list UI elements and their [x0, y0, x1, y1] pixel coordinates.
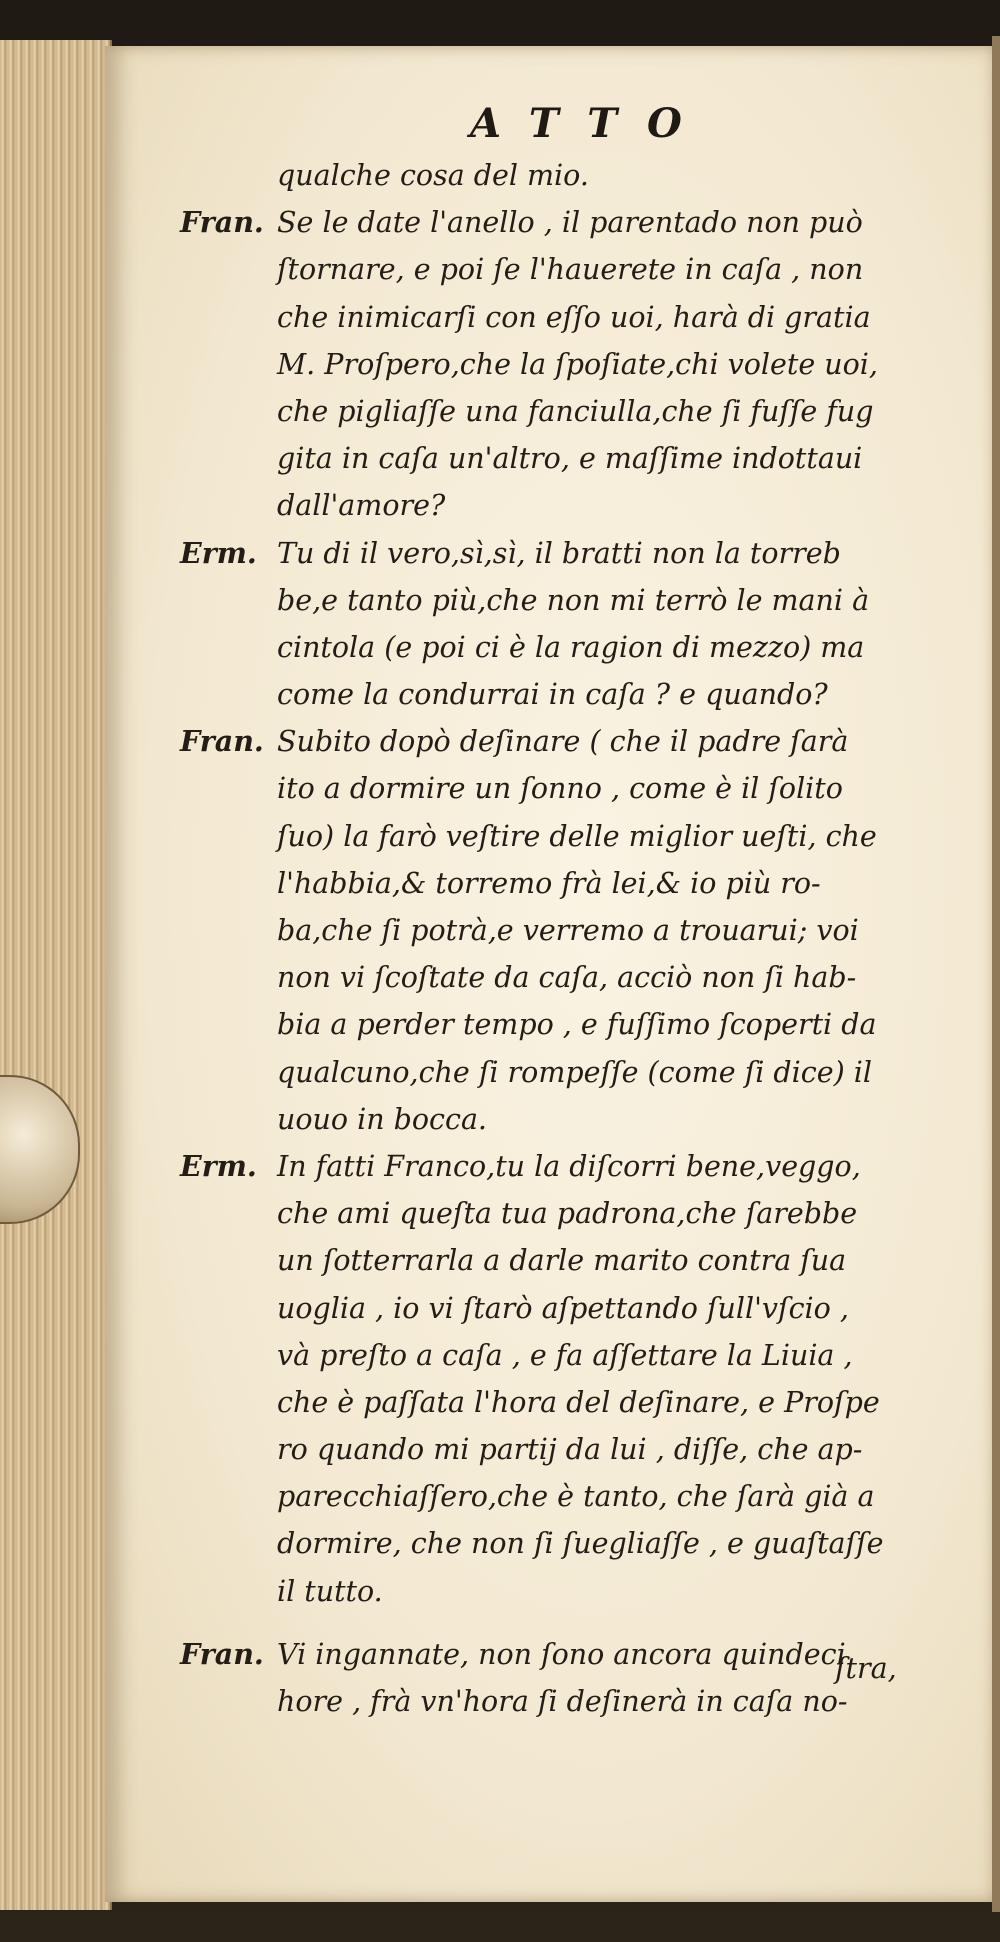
text-line	[180, 1143, 970, 1190]
text-line	[180, 718, 970, 765]
text-line	[180, 1285, 970, 1332]
line-text: Vi ingannate, non ſono ancora quindeci	[277, 1637, 846, 1671]
line-text: non vi ſcoſtate da caſa, acciò non ſi hab-	[277, 961, 857, 995]
line-text: Tu di il vero,sì,sì, il bratti non la torreb	[277, 536, 841, 570]
text-line	[180, 671, 970, 718]
text-line	[180, 1332, 970, 1379]
text-line	[180, 530, 970, 577]
text-line	[180, 435, 970, 482]
speaker-label: Fran.	[180, 205, 264, 240]
text-line	[180, 199, 970, 246]
line-text: dormire, che non ſi ſuegliaſſe , e guaſtaſſe	[277, 1527, 884, 1561]
book-fore-edge	[0, 40, 112, 1910]
line-text: dall'amore?	[277, 489, 446, 523]
line-text: parecchiaſſero,che è tanto, che ſarà già a	[277, 1480, 875, 1514]
line-text: uoglia , io vi ſtarò aſpettando ſull'vſcio ,	[277, 1291, 849, 1325]
line-text: hore , frà vn'hora ſi deſinerà in caſa no-	[277, 1685, 848, 1718]
text-line	[180, 813, 970, 860]
line-text: Se le date l'anello , il parentado non può	[277, 206, 863, 240]
line-text: un ſotterrarla a darle marito contra ſua	[277, 1244, 847, 1278]
background-top	[0, 0, 1000, 48]
text-line	[180, 1678, 970, 1725]
line-text: che ami queſta tua padrona,che ſarebbe	[277, 1197, 858, 1231]
text-line	[180, 765, 970, 812]
text-line	[180, 388, 970, 435]
page-text	[180, 152, 970, 1725]
text-line	[180, 1520, 970, 1567]
page-header: ATTO	[470, 100, 712, 147]
text-line	[180, 860, 970, 907]
text-line	[180, 1001, 970, 1048]
line-text: l'habbia,& torremo frà lei,& io più ro-	[277, 866, 821, 900]
text-line	[180, 624, 970, 671]
text-line	[180, 1473, 970, 1520]
text-line	[180, 1049, 970, 1096]
line-text: ſtornare, e poi ſe l'hauerete in caſa , non	[277, 253, 864, 287]
line-text: be,e tanto più,che non mi terrò le mani à	[277, 583, 870, 617]
line-text: gita in caſa un'altro, e maſſime indottaui	[277, 442, 863, 476]
line-text: il tutto.	[277, 1574, 383, 1608]
text-line	[180, 1568, 970, 1615]
line-text: Subito dopò deſinare ( che il padre ſarà	[277, 725, 849, 759]
line-text: come la condurrai in caſa ? e quando?	[277, 678, 828, 712]
speaker-label: Fran.	[180, 1636, 264, 1671]
line-text: che inimicarſi con eſſo uoi, harà di gratia	[277, 300, 871, 334]
text-line	[180, 1096, 970, 1143]
line-text: ro quando mi partij da lui , diſſe, che ap-	[277, 1433, 863, 1467]
line-text: che è paſſata l'hora del deſinare, e Proſpe	[277, 1385, 880, 1419]
background-bottom	[0, 1912, 1000, 1942]
speaker-label: Erm.	[180, 1148, 257, 1183]
text-line	[180, 954, 970, 1001]
line-text: và preſto a caſa , e fa aſſettare la Liuia ,	[277, 1338, 853, 1372]
line-text: ito a dormire un ſonno , come è il ſolito	[277, 772, 843, 806]
text-line	[180, 294, 970, 341]
text-line	[180, 246, 970, 293]
text-line	[180, 482, 970, 529]
line-text: M. Proſpero,che la ſpoſiate,chi volete uoi,	[277, 347, 878, 381]
line-text: ba,che ſi potrà,e verremo a trouarui; voi	[277, 914, 859, 947]
speaker-label: Fran.	[180, 724, 264, 759]
text-line	[180, 1426, 970, 1473]
line-text: In fatti Franco,tu la diſcorri bene,veggo,	[277, 1149, 861, 1183]
line-text: bia a perder tempo , e fuſſimo ſcoperti da	[277, 1008, 877, 1042]
text-line	[180, 1237, 970, 1284]
stanza-gap	[180, 1615, 970, 1631]
line-text: ſuo) la farò veſtire delle miglior ueſti, che	[277, 819, 877, 853]
catchword: ſtra,	[835, 1652, 897, 1685]
text-line	[180, 577, 970, 624]
text-line	[180, 341, 970, 388]
line-text: che pigliaſſe una fanciulla,che ſi fuſſe fug	[277, 394, 874, 428]
page-edge-right	[992, 36, 1000, 1914]
line-text: uouo in bocca.	[277, 1102, 487, 1136]
line-text: qualche cosa del mio.	[277, 159, 589, 192]
line-text: qualcuno,che ſi rompeſſe (come ſi dice) il	[277, 1055, 873, 1089]
text-line	[180, 907, 970, 954]
text-line	[180, 1190, 970, 1237]
speaker-label: Erm.	[180, 535, 257, 570]
text-line	[180, 1379, 970, 1426]
line-text: cintola (e poi ci è la ragion di mezzo) ma	[277, 630, 865, 664]
text-line	[180, 152, 970, 199]
